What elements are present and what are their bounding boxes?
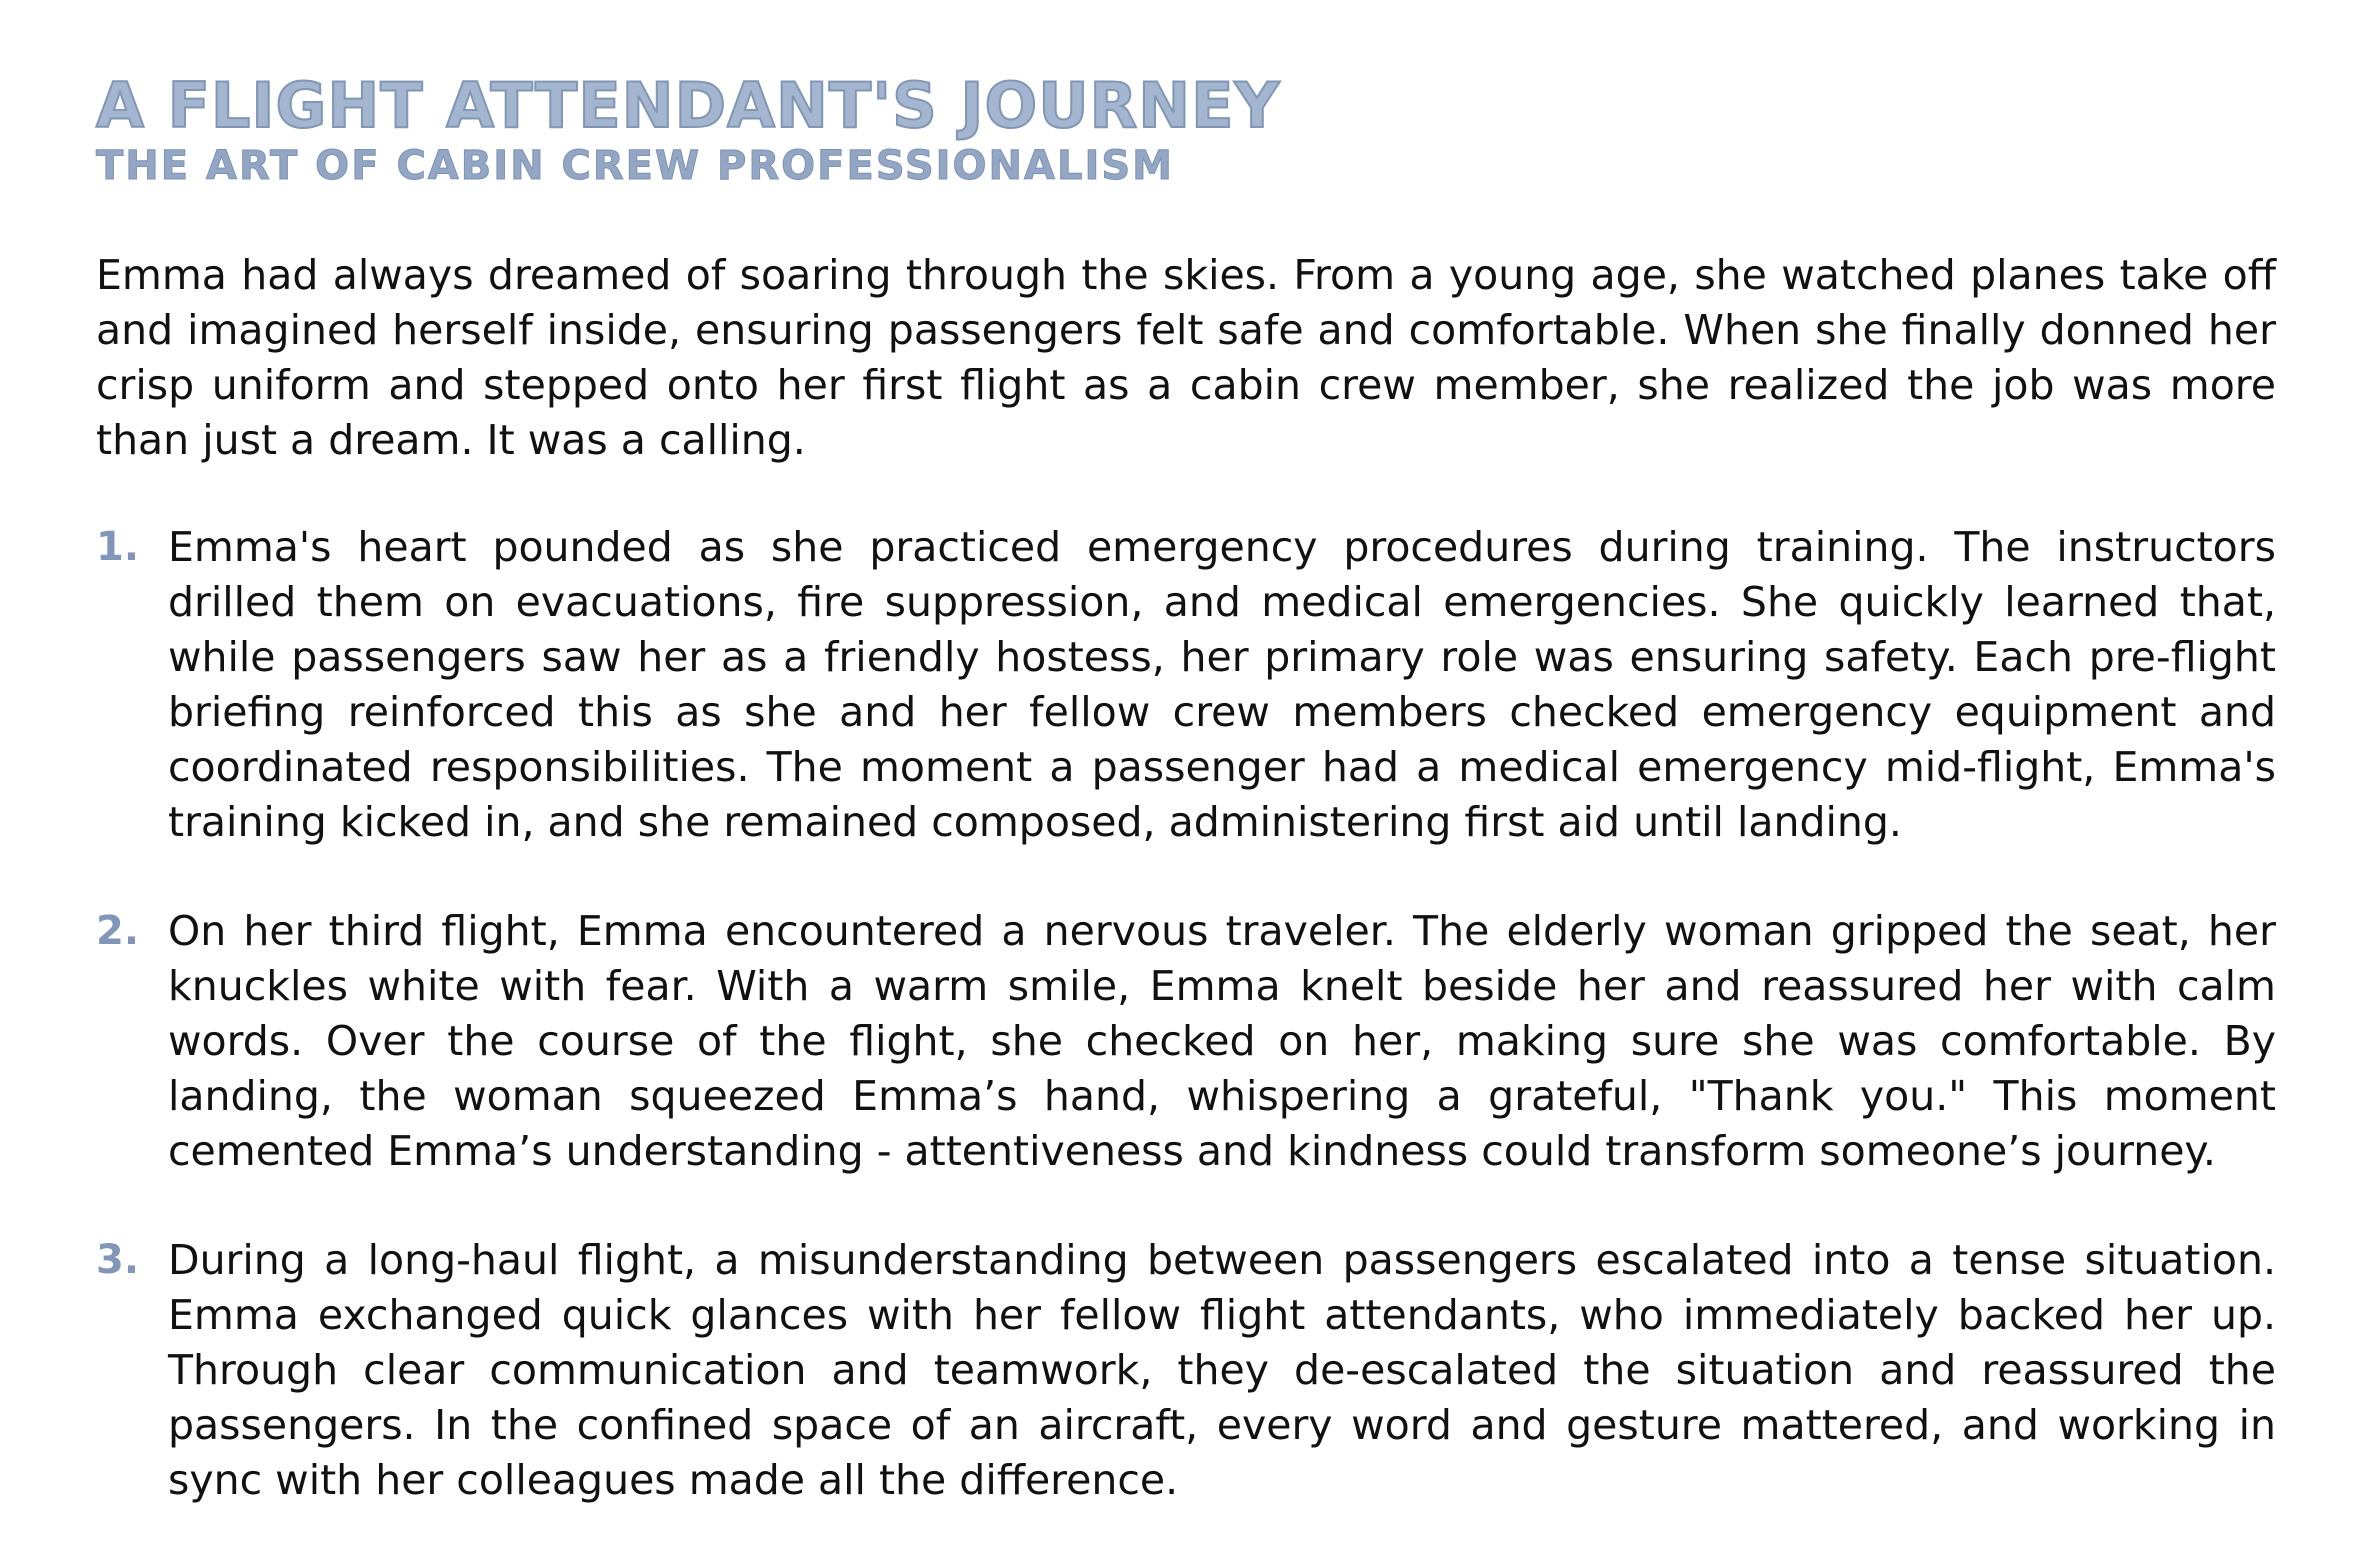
list-item <box>96 520 2276 850</box>
list-item-number: 2. <box>96 908 140 954</box>
list-item-text: Emma's heart pounded as she practiced emergency procedures during training. The instructors drilled them on evacuations, fire suppression, and medical emergencies. She quickly learned that, while passengers saw her as a friendly hostess, her primary role was ensuring safety. Each pre-flight briefing reinforced this as she and her fellow crew members checked emergency equipment and coordinated responsibilities. The moment a passenger had a medical emergency mid-flight, Emma's training kicked in, and she remained composed, administering first aid until landing. <box>168 523 2276 846</box>
list-item-text: On her third flight, Emma encountered a nervous traveler. The elderly woman gripped the seat, her knuckles white with fear. With a warm smile, Emma knelt beside her and reassured her with calm words. Over the course of the flight, she checked on her, making sure she was comfortable. By landing, the woman squeezed Emma’s hand, whispering a grateful, "Thank you." This moment cemented Emma’s understanding - attentiveness and kindness could transform someone’s journey. <box>168 907 2276 1175</box>
list-item-text: During a long-haul flight, a misunderstanding between passengers escalated into a tense situation. Emma exchanged quick glances with her fellow flight attendants, who immediately backed her up. Through clear communication and teamwork, they de-escalated the situation and reassured the passengers. In the confined space of an aircraft, every word and gesture mattered, and working in sync with her colleagues made all the difference. <box>168 1236 2276 1504</box>
list-item-number: 3. <box>96 1237 140 1283</box>
document-subtitle: THE ART OF CABIN CREW PROFESSIONALISM <box>96 143 1174 189</box>
list-item <box>96 1233 2276 1508</box>
story-list <box>96 520 2276 1508</box>
list-item-number: 1. <box>96 524 140 570</box>
document <box>96 70 2276 1562</box>
list-item <box>96 904 2276 1179</box>
document-title: A FLIGHT ATTENDANT'S JOURNEY <box>96 69 1281 142</box>
intro-paragraph: Emma had always dreamed of soaring through the skies. From a young age, she watched planes take off and imagined herself inside, ensuring passengers felt safe and comfortable. When she finally donned her crisp uniform and stepped onto her first flight as a cabin crew member, she realized the job was more than just a dream. It was a calling. <box>96 251 2276 464</box>
